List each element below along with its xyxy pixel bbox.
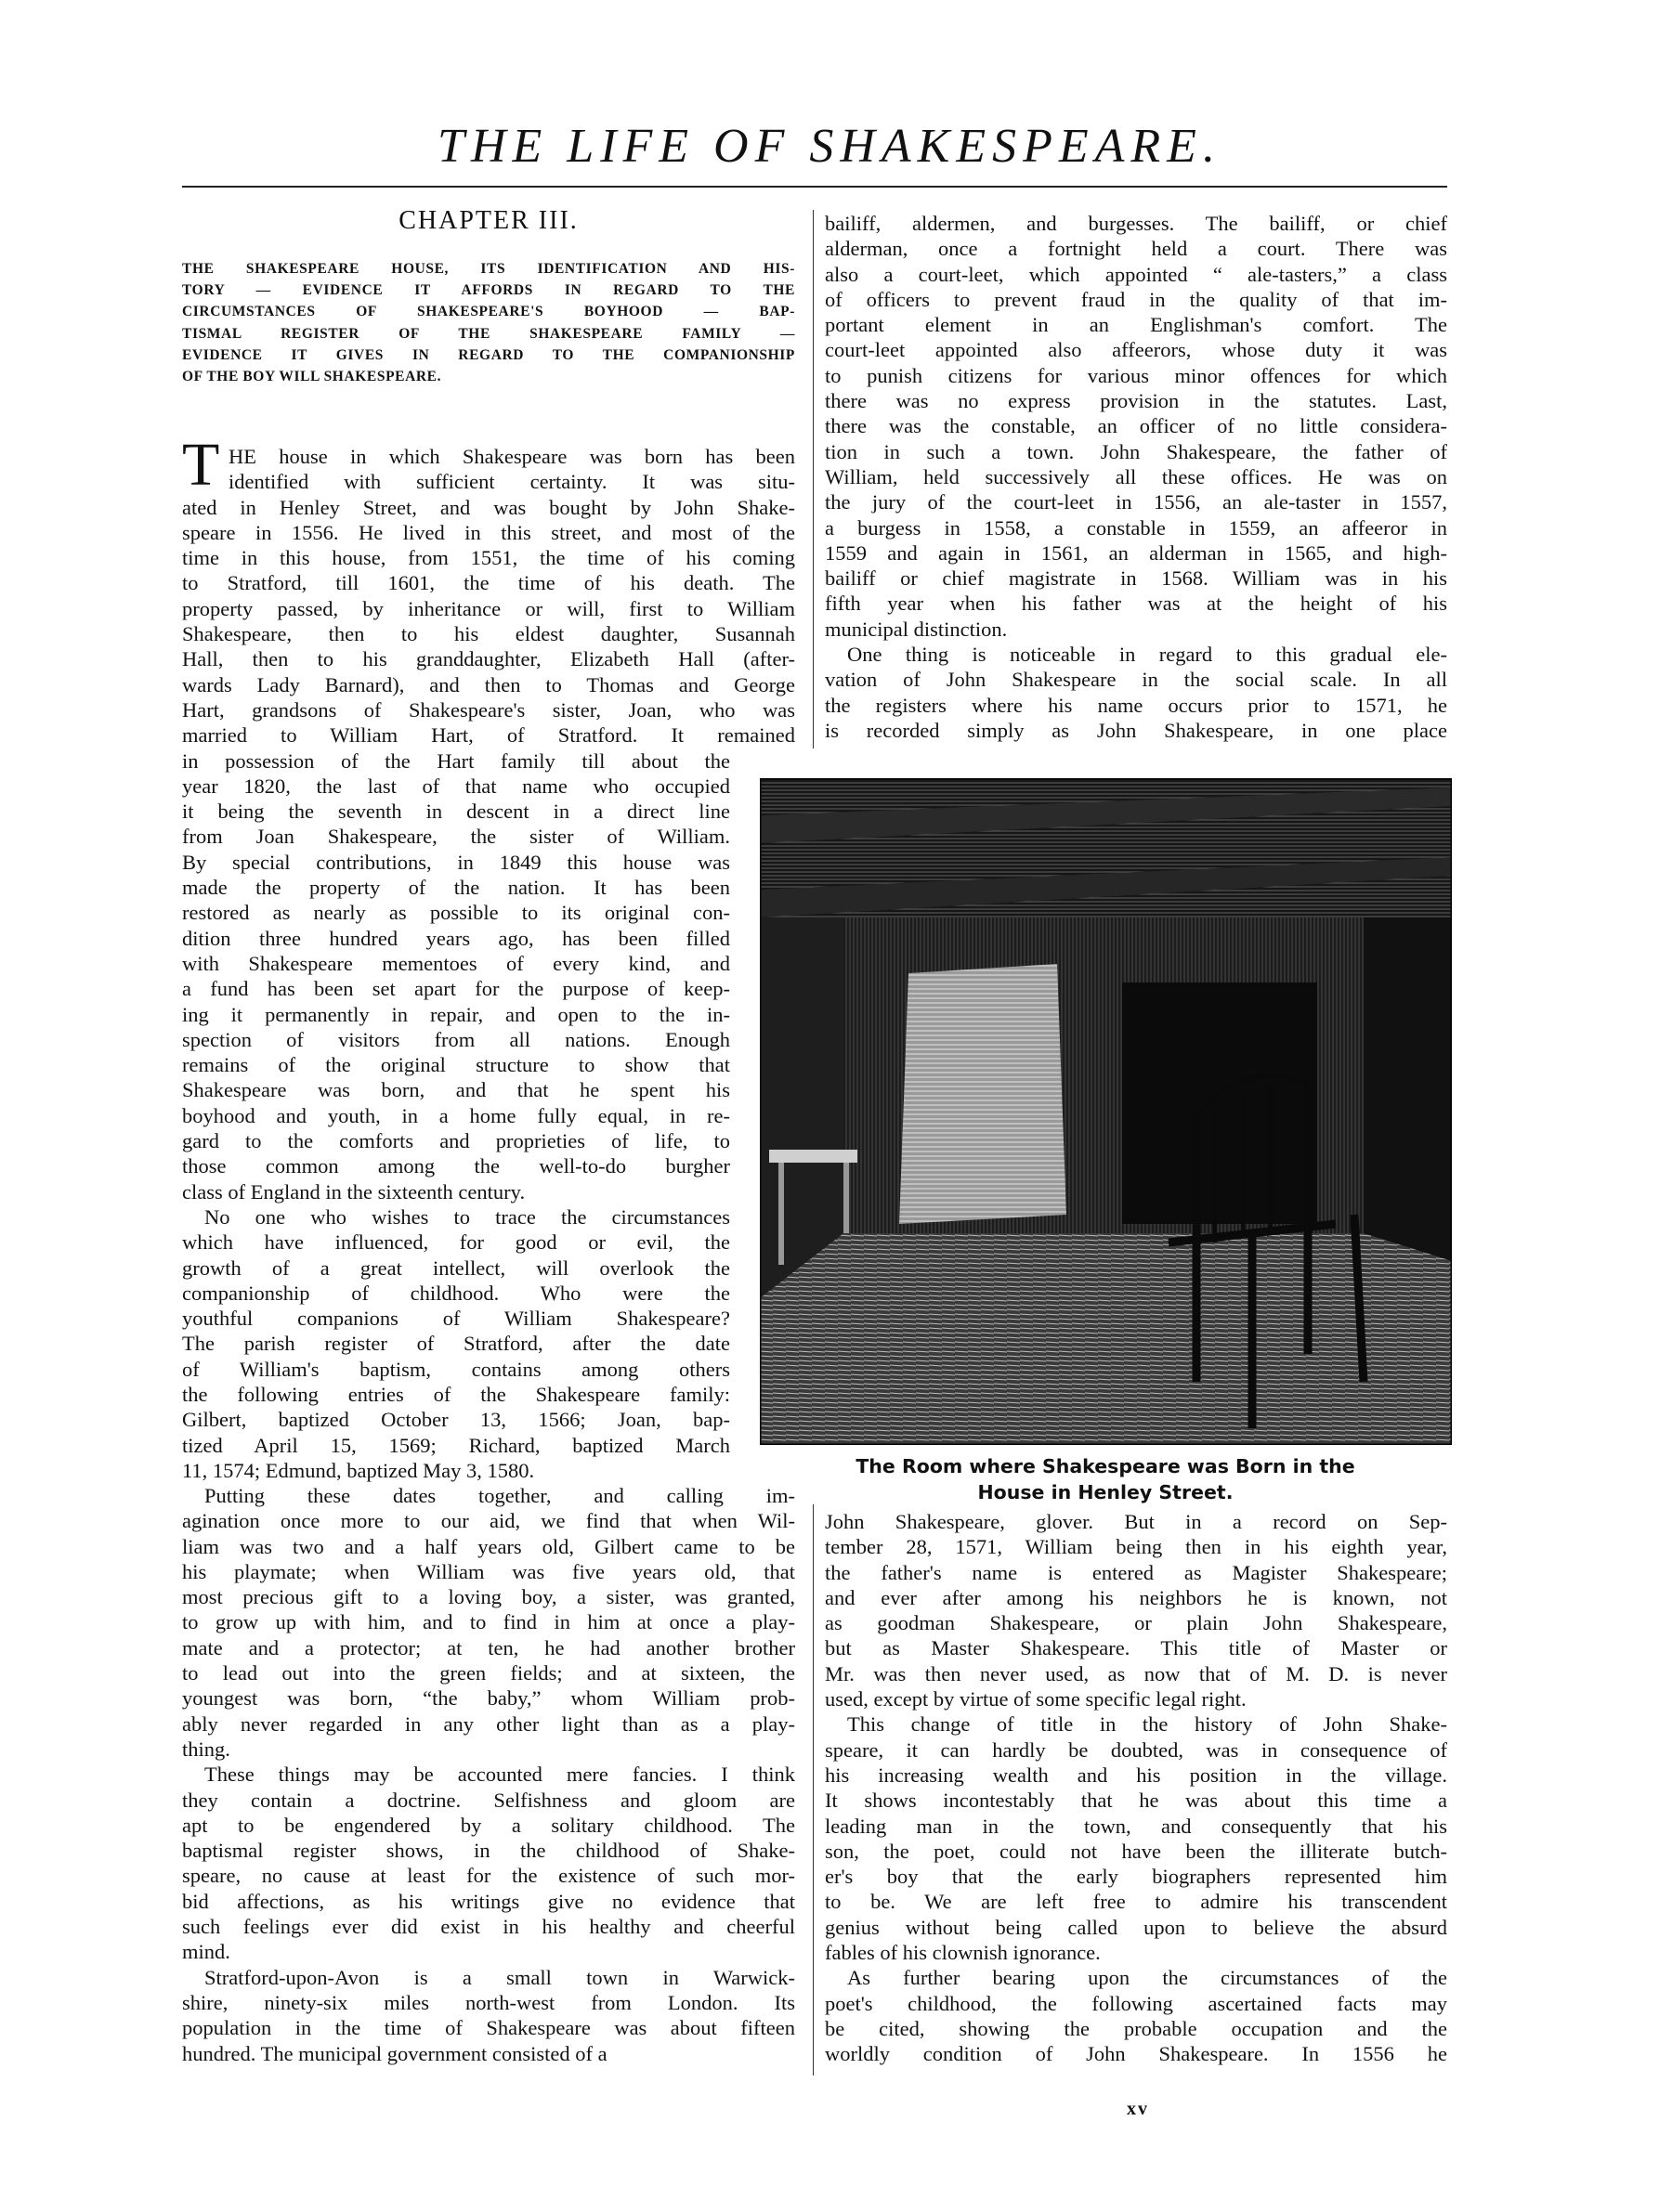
- body-line: youngest was born, “the baby,” whom William prob-: [182, 1686, 795, 1711]
- body-line: poet's childhood, the following ascertained facts may: [825, 1991, 1447, 2015]
- body-line: Hart, grandsons of Shakespeare's sister, Joan, who was: [182, 697, 795, 722]
- body-line: fables of his clownish ignorance.: [825, 1941, 1101, 1965]
- body-line: 1559 and again in 1561, an alderman in 1565, and high-: [825, 540, 1447, 565]
- summary-line: OF THE BOY WILL SHAKESPEARE.: [182, 368, 442, 384]
- body-line: the registers where his name occurs prior to 1571, he: [825, 693, 1447, 717]
- body-line: worldly condition of John Shakespeare. In 1556 he: [825, 2042, 1447, 2066]
- body-line: with Shakespeare mementoes of every kind, and: [182, 951, 730, 975]
- engraving-room-illustration: [760, 778, 1452, 1445]
- body-line: John Shakespeare, glover. But in a record on Sep-: [825, 1510, 1447, 1533]
- body-line: municipal distinction.: [825, 617, 1008, 641]
- caption-line: House in Henley Street.: [977, 1481, 1234, 1503]
- summary-line: TISMAL REGISTER OF THE SHAKESPEARE FAMILY —: [182, 325, 795, 342]
- left-column-full: [182, 495, 795, 748]
- body-line: alderman, once a fortnight held a court. There was: [825, 237, 1447, 261]
- body-line: genius without being called upon to believe the absurd: [825, 1915, 1447, 1939]
- body-line: class of England in the sixteenth century.: [182, 1179, 526, 1204]
- body-line: growth of a great intellect, will overlook the: [182, 1256, 730, 1280]
- body-line: speare in 1556. He lived in this street, and most of the: [182, 520, 795, 544]
- body-line: bailiff, aldermen, and burgesses. The bailiff, or chief: [825, 212, 1447, 235]
- body-line: time in this house, from 1551, the time of his coming: [182, 546, 795, 570]
- body-line: shire, ninety-six miles north-west from London. Its: [182, 1990, 795, 2014]
- body-line: those common among the well-to-do burgher: [182, 1154, 730, 1178]
- body-line: tion in such a town. John Shakespeare, the father of: [825, 439, 1447, 463]
- body-line: from Joan Shakespeare, the sister of William.: [182, 825, 730, 849]
- body-line: liam was two and a half years old, Gilbert came to be: [182, 1534, 795, 1558]
- body-line: it being the seventh in descent in a direct line: [182, 800, 730, 824]
- body-line: hundred. The municipal government consisted of a: [182, 2041, 607, 2065]
- column-divider-lower: [813, 1504, 814, 2075]
- body-line: made the property of the nation. It has been: [182, 876, 730, 900]
- body-line: vation of John Shakespeare in the social scale. In all: [825, 668, 1447, 692]
- body-line: speare, it can hardly be doubted, was in consequence of: [825, 1737, 1447, 1762]
- body-line: used, except by virtue of some specific legal right.: [825, 1687, 1247, 1711]
- body-line: year 1820, the last of that name who occupied: [182, 774, 730, 798]
- body-line: to grow up with him, and to find in him at once a play-: [182, 1610, 795, 1634]
- figure-caption: [743, 1453, 1468, 1505]
- body-line: wards Lady Barnard), and then to Thomas and George: [182, 672, 795, 696]
- body-line: thing.: [182, 1737, 230, 1761]
- body-line: the jury of the court-leet in 1556, an ale-taster in 1557,: [825, 490, 1447, 514]
- body-line: fifth year when his father was at the height of his: [825, 592, 1447, 616]
- body-line: property passed, by inheritance or will, first to William: [182, 596, 795, 620]
- body-line: youthful companions of William Shakespeare?: [182, 1307, 730, 1331]
- drop-cap: T: [182, 431, 220, 499]
- column-divider-upper: [813, 210, 814, 748]
- body-line: Mr. was then never used, as now that of M. D. is never: [825, 1661, 1447, 1685]
- body-line: spection of visitors from all nations. Enough: [182, 1027, 730, 1051]
- body-line: gard to the comforts and proprieties of life, to: [182, 1129, 730, 1153]
- body-line: Putting these dates together, and calling im-: [204, 1484, 795, 1507]
- body-line: restored as nearly as possible to its original con-: [182, 901, 730, 925]
- chapter-title: CHAPTER III.: [398, 206, 579, 235]
- body-line: Stratford-upon-Avon is a small town in Warwick-: [204, 1965, 795, 1989]
- body-line: a burgess in 1558, a constable in 1559, an affeeror in: [825, 515, 1447, 540]
- body-line: HE house in which Shakespeare was born has been: [229, 445, 795, 468]
- body-line: speare, no cause at least for the existence of such mor-: [182, 1864, 795, 1888]
- body-line: Shakespeare, then to his eldest daughter, Susannah: [182, 622, 795, 646]
- body-line: agination once more to our aid, we find that when Wil-: [182, 1509, 795, 1533]
- body-line: apt to be engendered by a solitary childhood. The: [182, 1813, 795, 1837]
- left-column-opening: [229, 444, 795, 495]
- body-line: be cited, showing the probable occupation and the: [825, 2016, 1447, 2040]
- body-line: boyhood and youth, in a home fully equal, in re-: [182, 1103, 730, 1127]
- body-line: to Stratford, till 1601, the time of his death. The: [182, 571, 795, 595]
- body-line: bid affections, as his writings give no evidence that: [182, 1889, 795, 1913]
- body-line: remains of the original structure to show that: [182, 1053, 730, 1077]
- body-line: baptismal register shows, in the childhood of Shake-: [182, 1839, 795, 1863]
- body-line: son, the poet, could not have been the illiterate butch-: [825, 1839, 1447, 1863]
- body-line: population in the time of Shakespeare was about fifteen: [182, 2016, 795, 2040]
- body-line: most precious gift to a loving boy, a sister, was granted,: [182, 1585, 795, 1609]
- body-line: Hall, then to his granddaughter, Elizabeth Hall (after-: [182, 647, 795, 671]
- left-column-lower: [182, 1483, 795, 2066]
- body-line: This change of title in the history of John Shake-: [847, 1712, 1447, 1737]
- body-line: his playmate; when William was five years old, that: [182, 1559, 795, 1583]
- body-line: tember 28, 1571, William being then in his eighth year,: [825, 1535, 1447, 1559]
- body-line: companionship of childhood. Who were the: [182, 1281, 730, 1305]
- summary-line: EVIDENCE IT GIVES IN REGARD TO THE COMPANIONSHIP: [182, 346, 795, 363]
- body-line: By special contributions, in 1849 this house was: [182, 850, 730, 874]
- body-line: portant element in an Englishman's comfort. The: [825, 313, 1447, 337]
- body-line: is recorded simply as John Shakespeare, in one place: [825, 718, 1447, 742]
- body-line: there was no express provision in the statutes. Last,: [825, 389, 1447, 413]
- body-line: ing it permanently in repair, and open to the in-: [182, 1002, 730, 1026]
- body-line: of officers to prevent fraud in the quality of that im-: [825, 287, 1447, 311]
- body-line: ated in Henley Street, and was bought by John Shake-: [182, 495, 795, 519]
- room-engraving: [760, 778, 1452, 1445]
- body-line: a fund has been set apart for the purpose of keep-: [182, 977, 730, 1001]
- body-line: identified with sufficient certainty. It was situ-: [229, 470, 795, 494]
- body-line: mate and a protector; at ten, he had another brother: [182, 1635, 795, 1659]
- body-line: William, held successively all these offices. He was on: [825, 464, 1447, 488]
- body-line: married to William Hart, of Stratford. It remained: [182, 723, 795, 748]
- body-line: but as Master Shakespeare. This title of Master or: [825, 1636, 1447, 1660]
- body-line: No one who wishes to trace the circumstances: [204, 1204, 730, 1229]
- body-line: and ever after among his neighbors he is known, not: [825, 1585, 1447, 1609]
- body-line: as goodman Shakespeare, or plain John Shakespeare,: [825, 1611, 1447, 1635]
- body-line: Gilbert, baptized October 13, 1566; Joan, bap-: [182, 1408, 730, 1432]
- running-title: THE LIFE OF SHAKESPEARE.: [438, 120, 1221, 173]
- body-line: er's boy that the early biographers represented him: [825, 1865, 1447, 1889]
- body-line: to lead out into the green fields; and at sixteen, the: [182, 1661, 795, 1685]
- body-line: tized April 15, 1569; Richard, baptized March: [182, 1433, 730, 1457]
- body-line: in possession of the Hart family till about the: [182, 748, 730, 773]
- body-line: dition three hundred years ago, has been filled: [182, 926, 730, 950]
- body-line: It shows incontestably that he was about this time a: [825, 1789, 1447, 1813]
- body-line: the father's name is entered as Magister Shakespeare;: [825, 1560, 1447, 1584]
- summary-line: THE SHAKESPEARE HOUSE, ITS IDENTIFICATION AND HIS-: [182, 261, 795, 277]
- body-line: One thing is noticeable in regard to this gradual ele-: [847, 643, 1447, 667]
- body-line: the following entries of the Shakespeare family:: [182, 1383, 730, 1407]
- body-line: his increasing wealth and his position in the village.: [825, 1763, 1447, 1787]
- right-column-lower: [825, 1509, 1447, 2067]
- left-column-narrow: [182, 748, 730, 1484]
- body-line: there was the constable, an officer of no little considera-: [825, 414, 1447, 438]
- body-line: 11, 1574; Edmund, baptized May 3, 1580.: [182, 1458, 535, 1482]
- body-line: which have influenced, for good or evil, the: [182, 1230, 730, 1255]
- summary-line: CIRCUMSTANCES OF SHAKESPEARE'S BOYHOOD — BAP-: [182, 304, 795, 320]
- body-line: such feelings ever did exist in his healthy and cheerful: [182, 1915, 795, 1939]
- body-line: also a court-leet, which appointed “ ale-tasters,” a class: [825, 262, 1447, 286]
- body-line: Shakespeare was born, and that he spent his: [182, 1078, 730, 1102]
- summary-line: TORY — EVIDENCE IT AFFORDS IN REGARD TO THE: [182, 282, 795, 299]
- body-line: court-leet appointed also affeerors, whose duty it was: [825, 338, 1447, 362]
- body-line: The parish register of Stratford, after the date: [182, 1332, 730, 1356]
- body-line: bailiff or chief magistrate in 1568. William was in his: [825, 566, 1447, 591]
- body-line: ably never regarded in any other light than as a play-: [182, 1711, 795, 1736]
- body-line: These things may be accounted mere fancies. I think: [204, 1763, 795, 1787]
- body-line: of William's baptism, contains among others: [182, 1357, 730, 1381]
- body-line: leading man in the town, and consequently that his: [825, 1814, 1447, 1838]
- body-line: to be. We are left free to admire his transcendent: [825, 1890, 1447, 1914]
- right-column-upper: [825, 211, 1447, 743]
- chapter-summary: [182, 258, 795, 387]
- body-line: to punish citizens for various minor offences for which: [825, 363, 1447, 387]
- page-number: xv: [1127, 2099, 1149, 2119]
- header-rule: [182, 186, 1447, 188]
- caption-line: The Room where Shakespeare was Born in the: [856, 1455, 1355, 1477]
- body-line: they contain a doctrine. Selfishness and gloom are: [182, 1788, 795, 1812]
- body-line: mind.: [182, 1940, 230, 1964]
- body-line: As further bearing upon the circumstances of the: [847, 1966, 1447, 1990]
